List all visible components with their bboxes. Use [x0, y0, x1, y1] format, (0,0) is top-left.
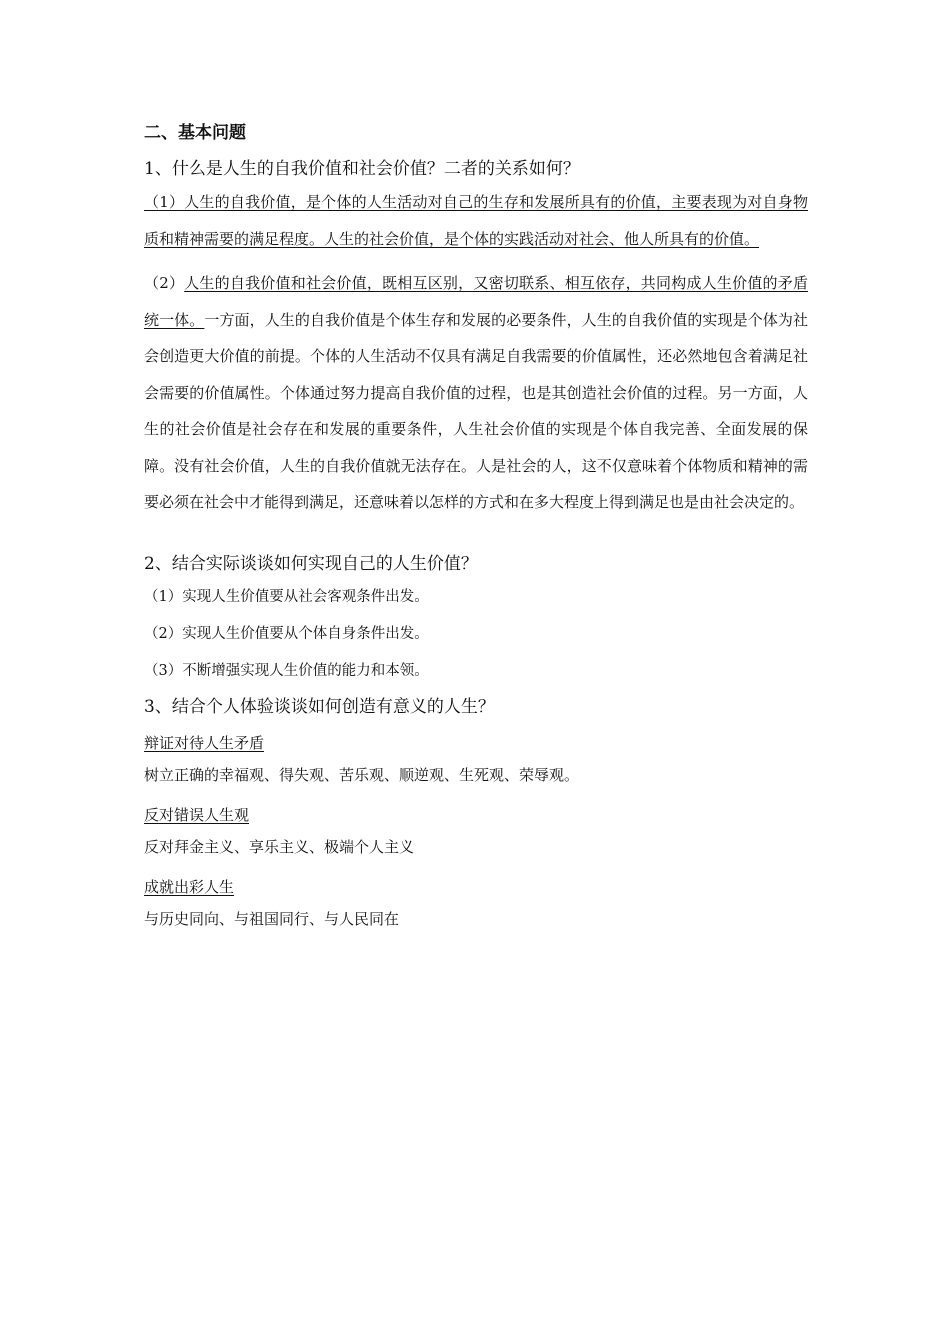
q2-item: （1）实现人生价值要从社会客观条件出发。	[144, 588, 429, 605]
q1-p2-prefix: （2）	[144, 274, 185, 292]
q2-item: （3）不断增强实现人生价值的能力和本领。	[144, 662, 429, 679]
question-2-title: 2、结合实际谈谈如何实现自己的人生价值？	[144, 553, 478, 574]
q1-p2-underlined: 人生的自我价值和社会价值，既相互区别，又密切联系、相互依存，共同构成人生价值的矛盾统一体。	[144, 274, 808, 329]
question-1-title: 1、什么是人生的自我价值和社会价值？二者的关系如何？	[144, 159, 580, 179]
q3-heading-3: 成就出彩人生	[144, 877, 235, 896]
q3-body-3: 与历史同向、与祖国同行、与人民同在	[144, 909, 400, 928]
q1-answer-paragraph-2	[144, 265, 808, 521]
q3-body-1: 树立正确的幸福观、得失观、苦乐观、顺逆观、生死观、荣辱观。	[144, 765, 580, 784]
q2-item: （2）实现人生价值要从个体自身条件出发。	[144, 625, 429, 642]
section-title: 二、基本问题	[144, 123, 246, 143]
q3-heading-2: 反对错误人生观	[144, 805, 250, 824]
q1-p2-rest: 一方面，人生的自我价值是个体生存和发展的必要条件，人生的自我价值的实现是个体为社会创造更大价值的前提。个体的人生活动不仅具有满足自我需要的价值属性，还必然地包含着满足社会需要的价值属性。个体通过努力提高自我价值的过程，也是其创造社会价值的过程。另一方面，人生的社会价值是社会存在和发展的重要条件，人生社会价值的实现是个体自我完善、全面发展的保障。没有社会价值，人生的自我价值就无法存在。人是社会的人，这不仅意味着个体物质和精神的需要必须在社会中才能得到满足，还意味着以怎样的方式和在多大程度上得到满足也是由社会决定的。	[144, 310, 808, 511]
q1-answer-paragraph-1: （1）人生的自我价值，是个体的人生活动对自己的生存和发展所具有的价值，主要表现为对自身物质和精神需要的满足程度。人生的社会价值，是个体的实践活动对社会、他人所具有的价值。	[144, 193, 808, 248]
question-3-title: 3、结合个人体验谈谈如何创造有意义的人生？	[144, 696, 495, 717]
document-page	[144, 118, 808, 944]
q3-heading-1: 辩证对待人生矛盾	[144, 733, 265, 752]
q3-body-2: 反对拜金主义、享乐主义、极端个人主义	[144, 837, 415, 856]
